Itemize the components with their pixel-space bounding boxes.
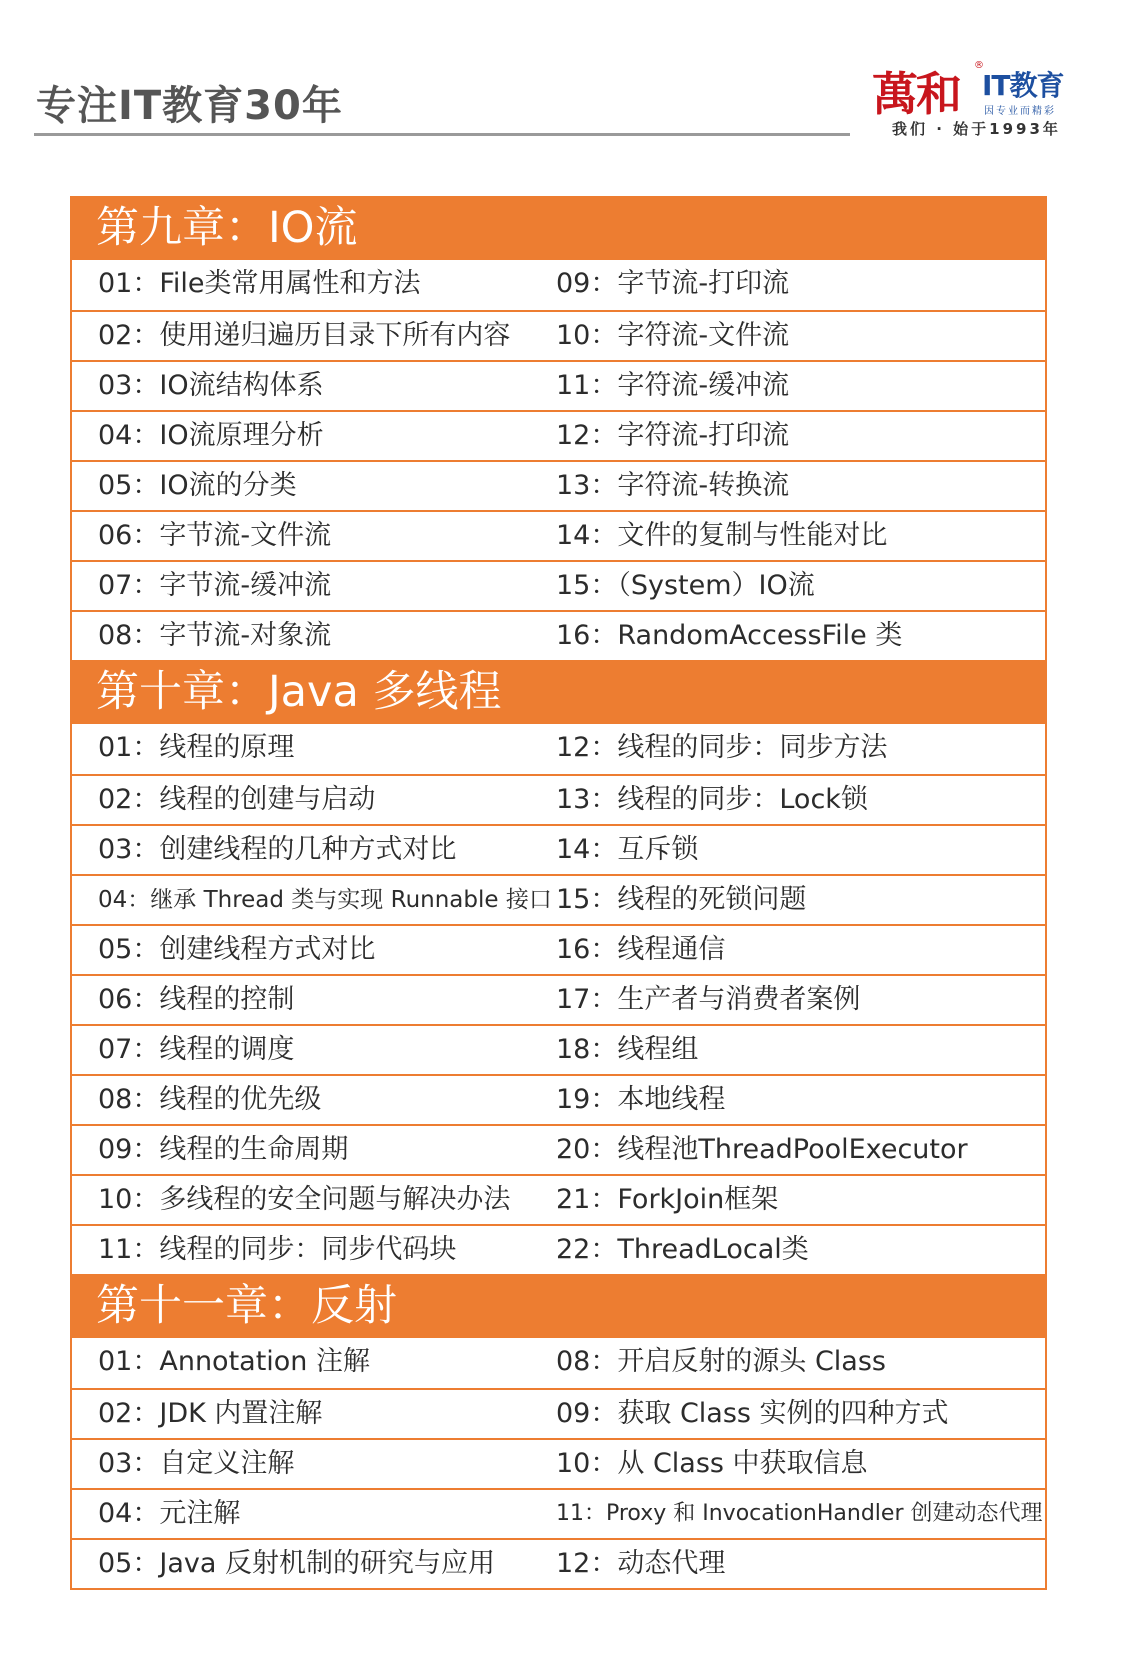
- chapter-header: 第十章：Java 多线程: [72, 660, 1045, 724]
- toc-row: [72, 610, 1045, 660]
- toc-row: [72, 724, 1045, 774]
- toc-entry-right: 11：字符流-缓冲流: [556, 370, 790, 401]
- logo-subtext: 因专业而精彩: [984, 106, 1056, 117]
- toc-entry-right: 21：ForkJoin框架: [556, 1184, 779, 1215]
- toc-entry-right: 12：线程的同步：同步方法: [556, 732, 888, 763]
- toc-entry-left: 05：IO流的分类: [98, 470, 297, 501]
- toc-row: [72, 1174, 1045, 1224]
- toc-entry-right: 16：线程通信: [556, 934, 726, 965]
- toc-entry-left: 01：线程的原理: [98, 732, 295, 763]
- toc-entry-right: 08：开启反射的源头 Class: [556, 1346, 886, 1377]
- toc-entry-right: 11：Proxy 和 InvocationHandler 创建动态代理: [556, 1501, 1043, 1526]
- toc-entry-left: 06：字节流-文件流: [98, 520, 332, 551]
- toc-row: [72, 1538, 1045, 1588]
- toc-entry-right: 22：ThreadLocal类: [556, 1234, 809, 1265]
- toc-entry-left: 02：使用递归遍历目录下所有内容: [98, 320, 511, 351]
- toc-entry-right: 17：生产者与消费者案例: [556, 984, 861, 1015]
- toc-row: [72, 824, 1045, 874]
- logo-registered-mark: ®: [974, 60, 984, 71]
- toc-entry-left: 04：IO流原理分析: [98, 420, 324, 451]
- toc-row: [72, 1074, 1045, 1124]
- slogan-underline: [34, 133, 850, 136]
- slogan: 专注IT教育30年: [36, 83, 343, 129]
- toc-entry-right: 13：线程的同步：Lock锁: [556, 784, 868, 815]
- toc-entry-right: 15：线程的死锁问题: [556, 884, 807, 915]
- logo-tagline: 我们 · 始于1993年: [892, 120, 1061, 138]
- toc-entry-right: 19：本地线程: [556, 1084, 726, 1115]
- toc-entry-right: 16：RandomAccessFile 类: [556, 620, 903, 651]
- toc-row: [72, 974, 1045, 1024]
- logo-chinese-name: 萬和: [872, 67, 960, 121]
- toc-row: [72, 310, 1045, 360]
- toc-entry-right: 18：线程组: [556, 1034, 699, 1065]
- toc-entry-right: 09：字节流-打印流: [556, 268, 790, 299]
- toc-row: [72, 510, 1045, 560]
- toc-entry-left: 05：创建线程方式对比: [98, 934, 376, 965]
- chapter-header: 第十一章：反射: [72, 1274, 1045, 1338]
- toc-entry-right: 12：动态代理: [556, 1548, 726, 1579]
- brand-logo: [872, 58, 1092, 148]
- toc-row: [72, 360, 1045, 410]
- toc-entry-left: 11：线程的同步：同步代码块: [98, 1234, 457, 1265]
- toc-row: [72, 1224, 1045, 1274]
- toc-entry-right: 09：获取 Class 实例的四种方式: [556, 1398, 949, 1429]
- logo-it-text: IT教育: [982, 69, 1064, 102]
- toc-entry-right: 13：字符流-转换流: [556, 470, 790, 501]
- toc-row: [72, 560, 1045, 610]
- toc-row: [72, 460, 1045, 510]
- toc-entry-left: 02：JDK 内置注解: [98, 1398, 323, 1429]
- toc-row: [72, 1024, 1045, 1074]
- toc-entry-right: 14：互斥锁: [556, 834, 699, 865]
- toc-entry-right: 12：字符流-打印流: [556, 420, 790, 451]
- toc-entry-left: 09：线程的生命周期: [98, 1134, 349, 1165]
- toc-row: [72, 874, 1045, 924]
- toc-entry-left: 04：继承 Thread 类与实现 Runnable 接口: [98, 887, 552, 913]
- chapter-header: 第九章：IO流: [72, 196, 1045, 260]
- toc-entry-right: 20：线程池ThreadPoolExecutor: [556, 1134, 968, 1165]
- toc-entry-left: 10：多线程的安全问题与解决办法: [98, 1184, 511, 1215]
- toc-row: [72, 410, 1045, 460]
- toc-row: [72, 260, 1045, 310]
- toc-entry-left: 08：线程的优先级: [98, 1084, 322, 1115]
- toc-row: [72, 1388, 1045, 1438]
- toc-row: [72, 1488, 1045, 1538]
- toc-entry-left: 01：File类常用属性和方法: [98, 268, 421, 299]
- toc-entry-right: 10：从 Class 中获取信息: [556, 1448, 868, 1479]
- toc-entry-left: 01：Annotation 注解: [98, 1346, 371, 1377]
- table-of-contents: [70, 196, 1047, 1590]
- toc-entry-left: 03：创建线程的几种方式对比: [98, 834, 457, 865]
- toc-row: [72, 1338, 1045, 1388]
- toc-entry-left: 03：IO流结构体系: [98, 370, 324, 401]
- toc-entry-right: 15：（System）IO流: [556, 570, 815, 601]
- toc-entry-left: 08：字节流-对象流: [98, 620, 332, 651]
- toc-entry-right: 14：文件的复制与性能对比: [556, 520, 888, 551]
- toc-entry-left: 07：线程的调度: [98, 1034, 295, 1065]
- toc-entry-left: 07：字节流-缓冲流: [98, 570, 332, 601]
- toc-row: [72, 774, 1045, 824]
- toc-entry-left: 03：自定义注解: [98, 1448, 295, 1479]
- toc-entry-left: 06：线程的控制: [98, 984, 295, 1015]
- toc-entry-right: 10：字符流-文件流: [556, 320, 790, 351]
- toc-entry-left: 02：线程的创建与启动: [98, 784, 376, 815]
- toc-row: [72, 1124, 1045, 1174]
- toc-row: [72, 924, 1045, 974]
- toc-entry-left: 05：Java 反射机制的研究与应用: [98, 1548, 495, 1579]
- toc-row: [72, 1438, 1045, 1488]
- toc-entry-left: 04：元注解: [98, 1498, 241, 1529]
